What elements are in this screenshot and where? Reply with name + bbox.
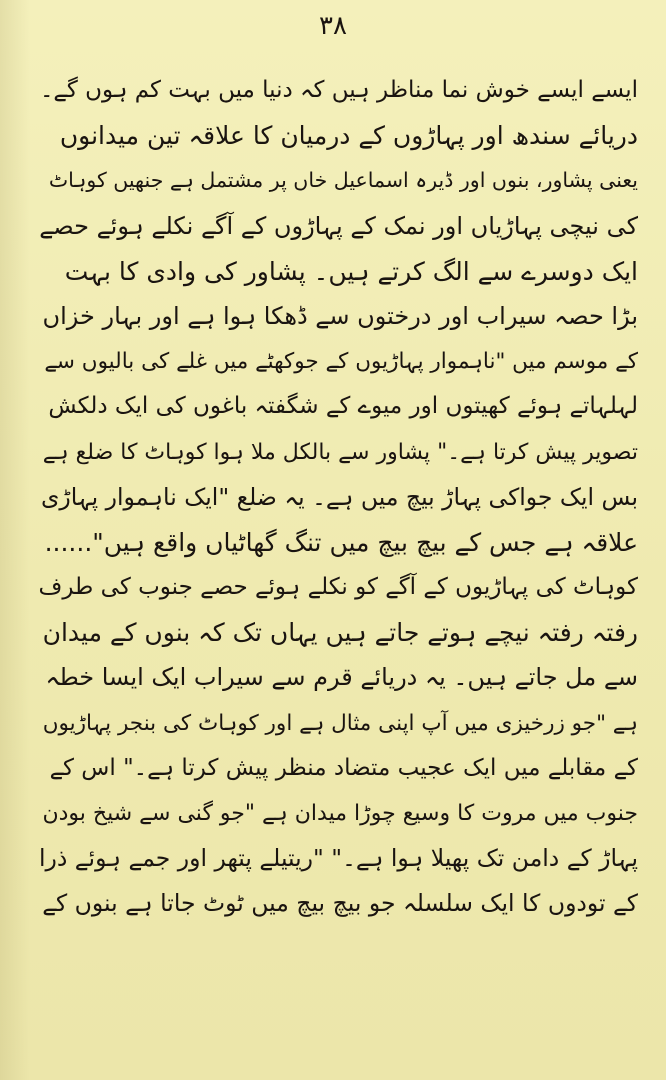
text-line: کی نیچی پہاڑیاں اور نمک کے پہاڑوں کے آگے نکلے ہوئے حصے <box>39 211 638 240</box>
text-line: یعنی پشاور، بنوں اور ڈیرہ اسماعیل خاں پر مشتمل ہے جنھیں کوہاٹ <box>48 168 638 193</box>
page-number: ۳۸ <box>319 11 347 41</box>
text-line: جنوب میں مروت کا وسیع چوڑا میدان ہے "جو گنی سے شیخ بودن <box>42 801 638 826</box>
urdu-body-text <box>38 68 638 927</box>
text-line: بس ایک جواکی پہاڑ بیچ میں ہے۔ یہ ضلع "ایک ناہموار پہاڑی <box>41 482 638 511</box>
text-line: کوہاٹ کی پہاڑیوں کے آگے کو نکلے ہوئے حصے جنوب کی طرف <box>38 574 638 601</box>
text-line: ایک دوسرے سے الگ کرتے ہیں۔ پشاور کی وادی کا بہت <box>64 256 638 286</box>
text-line: رفتہ رفتہ نیچے ہوتے جاتے ہیں یہاں تک کہ بنوں کے میدان <box>42 618 638 648</box>
scan-edge-shadow <box>0 0 30 1080</box>
text-line: کے تودوں کا ایک سلسلہ جو بیچ بیچ میں ٹوٹ جاتا ہے بنوں کے <box>42 889 638 918</box>
text-line: کے موسم میں "ناہموار پہاڑیوں کے جوکھٹے میں غلے کی بالیوں سے <box>44 349 638 375</box>
text-line: ہے "جو زرخیزی میں آپ اپنی مثال ہے اور کوہاٹ کی بنجر پہاڑیوں <box>42 710 638 736</box>
text-line: بڑا حصہ سیراب اور درختوں سے ڈھکا ہوا ہے اور بہار خزاں <box>42 301 638 330</box>
text-line: کے مقابلے میں ایک عجیب متضاد منظر پیش کرتا ہے۔" اس کے <box>49 754 638 781</box>
text-line: سے مل جاتے ہیں۔ یہ دریائے قرم سے سیراب ایک ایسا خطہ <box>45 663 638 692</box>
text-line: پہاڑ کے دامن تک پھیلا ہوا ہے۔" "ریتیلے پتھر اور جمے ہوئے ذرا <box>38 844 638 873</box>
text-line: لہلہاتے ہوئے کھیتوں اور میوے کے شگفتہ باغوں کی ایک دلکش <box>48 393 638 420</box>
text-line: علاقہ ہے جس کے بیچ بیچ میں تنگ گھاٹیاں واقع ہیں"...... <box>44 527 638 557</box>
text-line: دریائے سندھ اور پہاڑوں کے درمیان کا علاقہ تین میدانوں <box>59 121 638 151</box>
text-line: ایسے ایسے خوش نما مناظر ہیں کہ دنیا میں بہت کم ہوں گے۔ <box>39 77 638 103</box>
text-line: تصویر پیش کرتا ہے۔" پشاور سے بالکل ملا ہوا کوہاٹ کا ضلع ہے <box>42 439 638 465</box>
